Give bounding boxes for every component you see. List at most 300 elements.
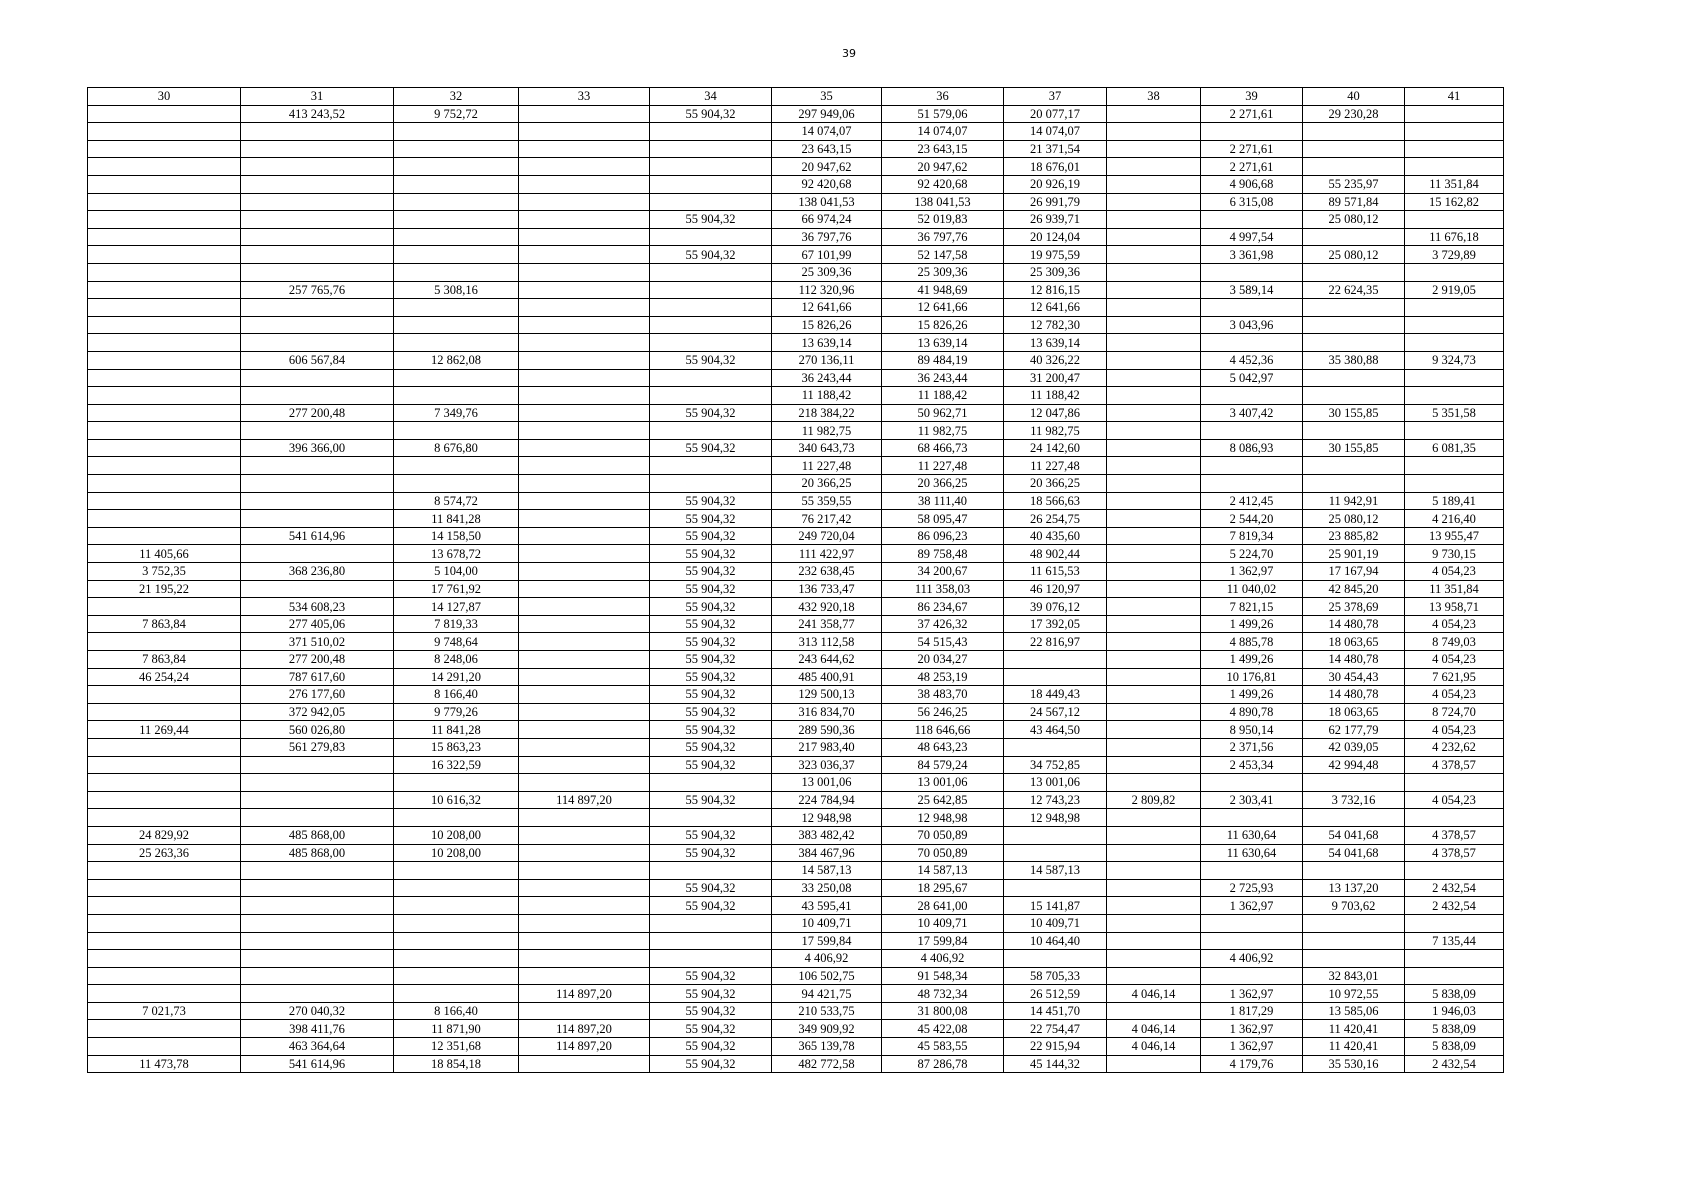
table-cell: 3 732,16 — [1303, 791, 1405, 809]
table-body — [88, 105, 1504, 1073]
table-cell: 25 378,69 — [1303, 598, 1405, 616]
table-cell: 10 464,40 — [1004, 932, 1107, 950]
table-cell — [1201, 932, 1303, 950]
table-cell — [1303, 123, 1405, 141]
table-row — [88, 686, 1504, 704]
table-cell: 25 080,12 — [1303, 510, 1405, 528]
table-cell: 13 001,06 — [882, 774, 1004, 792]
table-cell: 58 705,33 — [1004, 967, 1107, 985]
table-cell — [394, 263, 519, 281]
table-cell: 55 904,32 — [650, 738, 772, 756]
table-cell — [1303, 932, 1405, 950]
table-cell: 17 761,92 — [394, 580, 519, 598]
table-cell: 14 587,13 — [882, 862, 1004, 880]
table-cell: 112 320,96 — [772, 281, 882, 299]
table-cell: 25 309,36 — [1004, 263, 1107, 281]
table-cell: 14 158,50 — [394, 527, 519, 545]
column-header: 38 — [1107, 88, 1201, 106]
table-cell: 35 380,88 — [1303, 351, 1405, 369]
table-cell: 14 480,78 — [1303, 686, 1405, 704]
table-cell: 37 426,32 — [882, 615, 1004, 633]
table-cell: 42 845,20 — [1303, 580, 1405, 598]
table-cell: 11 188,42 — [882, 387, 1004, 405]
table-cell: 46 120,97 — [1004, 580, 1107, 598]
table-cell: 42 994,48 — [1303, 756, 1405, 774]
table-cell — [650, 369, 772, 387]
table-cell: 5 224,70 — [1201, 545, 1303, 563]
table-cell: 15 162,82 — [1405, 193, 1504, 211]
table-cell: 12 948,98 — [882, 809, 1004, 827]
table-cell — [394, 475, 519, 493]
table-row — [88, 967, 1504, 985]
table-cell: 11 227,48 — [1004, 457, 1107, 475]
table-cell — [88, 791, 241, 809]
table-cell: 54 515,43 — [882, 633, 1004, 651]
table-cell — [1107, 228, 1201, 246]
table-cell: 13 001,06 — [1004, 774, 1107, 792]
column-header: 34 — [650, 88, 772, 106]
table-cell: 31 200,47 — [1004, 369, 1107, 387]
table-cell: 26 991,79 — [1004, 193, 1107, 211]
table-cell — [241, 369, 394, 387]
table-cell: 5 104,00 — [394, 563, 519, 581]
table-cell — [394, 914, 519, 932]
table-cell: 11 040,02 — [1201, 580, 1303, 598]
table-cell — [519, 246, 650, 264]
table-cell: 55 904,32 — [650, 844, 772, 862]
table-cell — [519, 475, 650, 493]
table-cell — [1303, 299, 1405, 317]
table-cell — [1303, 316, 1405, 334]
table-cell — [1201, 967, 1303, 985]
table-cell: 2 725,93 — [1201, 879, 1303, 897]
table-cell — [1201, 422, 1303, 440]
table-cell — [88, 862, 241, 880]
table-cell: 12 641,66 — [1004, 299, 1107, 317]
table-cell — [1107, 879, 1201, 897]
table-cell — [1303, 140, 1405, 158]
table-cell: 25 080,12 — [1303, 246, 1405, 264]
table-cell: 114 897,20 — [519, 1020, 650, 1038]
table-cell: 55 904,32 — [650, 351, 772, 369]
table-cell: 14 587,13 — [1004, 862, 1107, 880]
table-cell: 48 643,23 — [882, 738, 1004, 756]
table-cell: 31 800,08 — [882, 1002, 1004, 1020]
table-cell: 372 942,05 — [241, 703, 394, 721]
table-cell: 13 639,14 — [772, 334, 882, 352]
table-cell — [394, 334, 519, 352]
table-cell: 25 309,36 — [882, 263, 1004, 281]
table-cell: 11 615,53 — [1004, 563, 1107, 581]
table-cell: 68 466,73 — [882, 439, 1004, 457]
table-cell: 2 271,61 — [1201, 158, 1303, 176]
table-cell: 3 407,42 — [1201, 404, 1303, 422]
table-cell — [88, 316, 241, 334]
table-cell — [1107, 369, 1201, 387]
table-cell: 55 904,32 — [650, 686, 772, 704]
table-cell — [650, 422, 772, 440]
table-row — [88, 914, 1504, 932]
table-cell — [519, 1002, 650, 1020]
table-cell: 383 482,42 — [772, 826, 882, 844]
table-cell — [1107, 809, 1201, 827]
table-cell: 55 904,32 — [650, 703, 772, 721]
table-cell: 30 454,43 — [1303, 668, 1405, 686]
table-cell: 485 868,00 — [241, 844, 394, 862]
table-cell — [519, 756, 650, 774]
table-cell — [1405, 387, 1504, 405]
table-cell: 323 036,37 — [772, 756, 882, 774]
table-cell: 1 362,97 — [1201, 1020, 1303, 1038]
table-cell: 54 041,68 — [1303, 844, 1405, 862]
table-cell — [519, 123, 650, 141]
table-cell: 1 362,97 — [1201, 985, 1303, 1003]
table-cell — [88, 422, 241, 440]
table-cell — [394, 897, 519, 915]
table-cell — [88, 897, 241, 915]
table-cell — [650, 387, 772, 405]
column-header: 37 — [1004, 88, 1107, 106]
table-cell: 11 420,41 — [1303, 1020, 1405, 1038]
table-row — [88, 598, 1504, 616]
table-cell: 1 817,29 — [1201, 1002, 1303, 1020]
table-cell: 89 758,48 — [882, 545, 1004, 563]
header-row — [88, 88, 1504, 106]
table-cell: 87 286,78 — [882, 1055, 1004, 1073]
table-cell: 55 904,32 — [650, 598, 772, 616]
table-cell: 5 351,58 — [1405, 404, 1504, 422]
table-row — [88, 439, 1504, 457]
table-cell — [241, 316, 394, 334]
table-cell: 2 271,61 — [1201, 105, 1303, 123]
table-cell: 22 816,97 — [1004, 633, 1107, 651]
table-cell: 136 733,47 — [772, 580, 882, 598]
table-cell: 4 885,78 — [1201, 633, 1303, 651]
table-cell: 7 863,84 — [88, 651, 241, 669]
table-cell: 55 904,32 — [650, 897, 772, 915]
table-cell — [394, 140, 519, 158]
table-cell: 62 177,79 — [1303, 721, 1405, 739]
table-cell: 89 571,84 — [1303, 193, 1405, 211]
table-cell — [394, 369, 519, 387]
table-cell — [241, 967, 394, 985]
table-cell — [650, 193, 772, 211]
table-row — [88, 527, 1504, 545]
table-cell: 36 243,44 — [882, 369, 1004, 387]
table-cell: 232 638,45 — [772, 563, 882, 581]
table-cell — [519, 211, 650, 229]
table-row — [88, 457, 1504, 475]
table-cell: 33 250,08 — [772, 879, 882, 897]
table-cell: 224 784,94 — [772, 791, 882, 809]
table-cell — [1405, 334, 1504, 352]
table-cell: 14 587,13 — [772, 862, 882, 880]
table-cell: 210 533,75 — [772, 1002, 882, 1020]
table-row — [88, 668, 1504, 686]
table-cell: 114 897,20 — [519, 791, 650, 809]
table-cell — [1405, 950, 1504, 968]
table-cell: 20 366,25 — [1004, 475, 1107, 493]
table-cell — [1405, 158, 1504, 176]
table-cell — [88, 193, 241, 211]
table-cell — [1405, 140, 1504, 158]
table-cell: 10 208,00 — [394, 826, 519, 844]
table-cell: 118 646,66 — [882, 721, 1004, 739]
table-cell: 26 254,75 — [1004, 510, 1107, 528]
table-cell: 10 409,71 — [1004, 914, 1107, 932]
table-cell: 11 982,75 — [1004, 422, 1107, 440]
table-cell — [1303, 950, 1405, 968]
table-cell: 270 040,32 — [241, 1002, 394, 1020]
table-cell: 35 530,16 — [1303, 1055, 1405, 1073]
table-cell: 8 749,03 — [1405, 633, 1504, 651]
table-cell: 55 904,32 — [650, 633, 772, 651]
table-cell — [88, 703, 241, 721]
table-cell: 1 499,26 — [1201, 686, 1303, 704]
table-cell — [519, 510, 650, 528]
table-cell: 18 676,01 — [1004, 158, 1107, 176]
table-cell — [1107, 598, 1201, 616]
table-cell: 9 703,62 — [1303, 897, 1405, 915]
table-cell: 45 583,55 — [882, 1038, 1004, 1056]
table-row — [88, 422, 1504, 440]
table-row — [88, 862, 1504, 880]
table-cell: 2 371,56 — [1201, 738, 1303, 756]
table-cell: 42 039,05 — [1303, 738, 1405, 756]
table-cell: 7 135,44 — [1405, 932, 1504, 950]
table-cell — [88, 756, 241, 774]
table-cell — [1107, 263, 1201, 281]
table-cell — [88, 774, 241, 792]
table-cell — [1107, 404, 1201, 422]
table-cell: 45 144,32 — [1004, 1055, 1107, 1073]
table-row — [88, 844, 1504, 862]
table-cell: 25 080,12 — [1303, 211, 1405, 229]
table-cell — [88, 1038, 241, 1056]
table-cell: 11 269,44 — [88, 721, 241, 739]
table-cell — [1201, 387, 1303, 405]
table-row — [88, 826, 1504, 844]
table-cell — [519, 422, 650, 440]
table-cell: 8 166,40 — [394, 686, 519, 704]
table-cell — [88, 387, 241, 405]
table-cell: 340 643,73 — [772, 439, 882, 457]
table-cell — [241, 123, 394, 141]
table-cell — [1107, 351, 1201, 369]
table-cell — [88, 914, 241, 932]
table-cell — [519, 809, 650, 827]
table-cell: 4 054,23 — [1405, 615, 1504, 633]
table-cell — [519, 932, 650, 950]
table-cell: 41 948,69 — [882, 281, 1004, 299]
table-cell: 55 904,32 — [650, 211, 772, 229]
table-row — [88, 932, 1504, 950]
table-cell — [241, 862, 394, 880]
table-cell: 66 974,24 — [772, 211, 882, 229]
table-cell — [650, 862, 772, 880]
table-cell — [88, 158, 241, 176]
table-cell — [394, 211, 519, 229]
table-cell: 11 420,41 — [1303, 1038, 1405, 1056]
table-cell: 2 432,54 — [1405, 897, 1504, 915]
table-cell — [394, 774, 519, 792]
table-cell: 55 904,32 — [650, 492, 772, 510]
table-cell — [241, 334, 394, 352]
table-cell: 6 081,35 — [1405, 439, 1504, 457]
table-cell — [519, 580, 650, 598]
table-row — [88, 774, 1504, 792]
table-cell: 218 384,22 — [772, 404, 882, 422]
table-cell: 541 614,96 — [241, 1055, 394, 1073]
table-cell: 14 127,87 — [394, 598, 519, 616]
table-cell — [519, 774, 650, 792]
table-cell: 4 054,23 — [1405, 563, 1504, 581]
table-cell — [1405, 809, 1504, 827]
table-cell: 55 904,32 — [650, 651, 772, 669]
table-cell — [88, 457, 241, 475]
table-row — [88, 123, 1504, 141]
table-cell — [1405, 457, 1504, 475]
table-cell: 92 420,68 — [882, 175, 1004, 193]
table-row — [88, 316, 1504, 334]
table-cell — [1107, 246, 1201, 264]
table-row — [88, 1020, 1504, 1038]
table-cell — [1107, 950, 1201, 968]
table-cell — [241, 492, 394, 510]
table-cell — [1107, 457, 1201, 475]
table-cell: 55 904,32 — [650, 967, 772, 985]
table-cell — [1201, 774, 1303, 792]
table-cell: 114 897,20 — [519, 985, 650, 1003]
table-cell: 4 378,57 — [1405, 844, 1504, 862]
table-cell: 384 467,96 — [772, 844, 882, 862]
table-row — [88, 510, 1504, 528]
table-cell — [241, 158, 394, 176]
table-cell — [241, 510, 394, 528]
table-cell — [519, 439, 650, 457]
table-cell: 58 095,47 — [882, 510, 1004, 528]
table-cell: 8 166,40 — [394, 1002, 519, 1020]
table-cell: 36 797,76 — [772, 228, 882, 246]
column-header: 39 — [1201, 88, 1303, 106]
table-cell: 55 904,32 — [650, 563, 772, 581]
table-cell: 138 041,53 — [882, 193, 1004, 211]
table-cell: 89 484,19 — [882, 351, 1004, 369]
table-cell — [88, 598, 241, 616]
table-cell: 9 730,15 — [1405, 545, 1504, 563]
table-cell — [1303, 457, 1405, 475]
table-cell — [1201, 334, 1303, 352]
table-row — [88, 369, 1504, 387]
table-cell: 15 863,23 — [394, 738, 519, 756]
table-cell — [519, 140, 650, 158]
table-cell — [394, 879, 519, 897]
table-cell: 14 480,78 — [1303, 615, 1405, 633]
table-cell: 55 904,32 — [650, 985, 772, 1003]
table-cell: 11 841,28 — [394, 721, 519, 739]
table-cell — [650, 950, 772, 968]
table-cell: 4 054,23 — [1405, 721, 1504, 739]
table-cell: 55 904,32 — [650, 1002, 772, 1020]
data-table — [87, 87, 1504, 1073]
table-cell: 243 644,62 — [772, 651, 882, 669]
table-cell: 20 366,25 — [882, 475, 1004, 493]
table-cell: 12 743,23 — [1004, 791, 1107, 809]
table-row — [88, 299, 1504, 317]
table-cell: 12 948,98 — [1004, 809, 1107, 827]
table-cell — [1107, 1055, 1201, 1073]
table-cell — [650, 158, 772, 176]
table-cell — [1107, 422, 1201, 440]
table-cell: 36 797,76 — [882, 228, 1004, 246]
table-cell: 4 406,92 — [882, 950, 1004, 968]
table-cell — [650, 932, 772, 950]
table-cell: 26 512,59 — [1004, 985, 1107, 1003]
table-cell — [1107, 158, 1201, 176]
table-cell: 24 567,12 — [1004, 703, 1107, 721]
table-cell: 15 826,26 — [772, 316, 882, 334]
table-cell: 55 904,32 — [650, 668, 772, 686]
table-cell: 5 308,16 — [394, 281, 519, 299]
table-cell: 23 643,15 — [882, 140, 1004, 158]
table-cell — [394, 316, 519, 334]
table-row — [88, 175, 1504, 193]
table-cell — [1107, 492, 1201, 510]
table-cell: 4 890,78 — [1201, 703, 1303, 721]
table-cell: 30 155,85 — [1303, 404, 1405, 422]
table-cell — [394, 809, 519, 827]
table-cell — [394, 932, 519, 950]
table-cell — [394, 246, 519, 264]
table-cell — [519, 668, 650, 686]
page-number: 39 — [842, 47, 856, 60]
table-cell — [241, 545, 394, 563]
table-cell: 17 392,05 — [1004, 615, 1107, 633]
table-cell: 11 982,75 — [882, 422, 1004, 440]
table-cell: 217 983,40 — [772, 738, 882, 756]
table-row — [88, 703, 1504, 721]
table-cell: 3 589,14 — [1201, 281, 1303, 299]
table-cell: 15 141,87 — [1004, 897, 1107, 915]
table-cell — [241, 211, 394, 229]
column-header: 31 — [241, 88, 394, 106]
table-cell: 12 948,98 — [772, 809, 882, 827]
table-cell: 7 021,73 — [88, 1002, 241, 1020]
column-header: 36 — [882, 88, 1004, 106]
table-cell: 368 236,80 — [241, 563, 394, 581]
table-cell: 18 295,67 — [882, 879, 1004, 897]
table-cell: 1 499,26 — [1201, 615, 1303, 633]
table-cell: 17 599,84 — [772, 932, 882, 950]
table-cell — [1107, 299, 1201, 317]
table-row — [88, 475, 1504, 493]
table-cell — [1405, 475, 1504, 493]
table-cell: 5 838,09 — [1405, 1020, 1504, 1038]
table-row — [88, 879, 1504, 897]
table-cell: 50 962,71 — [882, 404, 1004, 422]
table-cell — [88, 475, 241, 493]
table-cell — [88, 175, 241, 193]
table-cell: 9 779,26 — [394, 703, 519, 721]
table-cell — [650, 281, 772, 299]
table-cell: 11 473,78 — [88, 1055, 241, 1073]
table-cell — [394, 175, 519, 193]
table-cell: 11 982,75 — [772, 422, 882, 440]
table-row — [88, 246, 1504, 264]
table-cell — [241, 580, 394, 598]
table-row — [88, 1055, 1504, 1073]
table-cell — [241, 914, 394, 932]
